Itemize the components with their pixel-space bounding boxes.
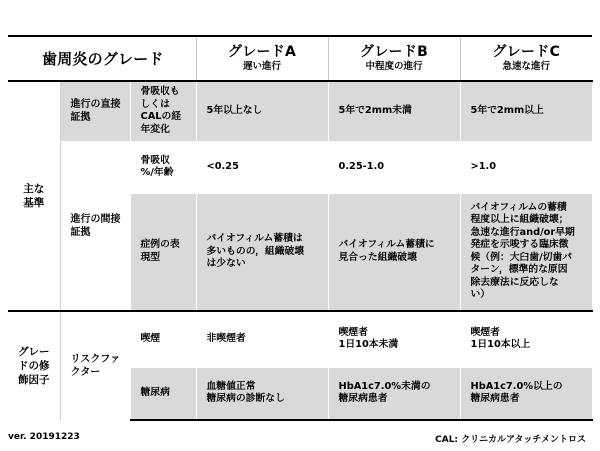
- table-row: [8, 311, 592, 367]
- diabetes-grade-a: 血糖値正常 糖尿病の診断なし: [196, 367, 328, 420]
- indirect-sub-phenotype: 症例の表 現型: [130, 193, 196, 311]
- indirect-evidence-label: 進行の間接 証拠: [60, 141, 130, 311]
- grade-b-name: グレードB: [359, 43, 429, 60]
- table-row: [8, 81, 592, 141]
- smoking-grade-c: 喫煙者 1日10本以上: [460, 311, 592, 367]
- direct-grade-b: 5年で2mm未満: [328, 81, 460, 141]
- smoking-grade-b: 喫煙者 1日10本未満: [328, 311, 460, 367]
- boneloss-grade-a: <0.25: [196, 141, 328, 193]
- risk-factor-label: リスクファ クター: [60, 311, 130, 420]
- phenotype-grade-c: バイオフィルムの蓄積 程度以上に組織破壊； 急速な進行and/or早期 発症を示唆する臨床徴 候（例：大臼歯/切歯パ ターン，標準的な原因 除去療法に反応しな い）: [460, 193, 592, 311]
- periodontitis-grade-table: [8, 35, 592, 419]
- phenotype-grade-a: バイオフィルム蓄積は 多いものの，組織破壊 は少ない: [196, 193, 328, 311]
- direct-evidence-sub: 骨吸収も しくは CALの経 年変化: [130, 81, 196, 141]
- grade-a-name: グレードA: [227, 43, 297, 60]
- table-title: 歯周炎のグレード: [8, 36, 196, 81]
- version-label: ver. 20191223: [8, 432, 80, 442]
- table-row: [8, 141, 592, 193]
- diabetes-grade-b: HbA1c7.0%未満の 糖尿病患者: [328, 367, 460, 420]
- direct-grade-c: 5年で2mm以上: [460, 81, 592, 141]
- grade-modifiers-label: グレー ドの修 飾因子: [8, 311, 60, 420]
- boneloss-grade-c: >1.0: [460, 141, 592, 193]
- grade-a-sub: 遅い進行: [243, 60, 282, 72]
- diabetes-label: 糖尿病: [130, 367, 196, 420]
- direct-evidence-label: 進行の直接 証拠: [60, 81, 130, 141]
- grade-b-sub: 中程度の進行: [365, 60, 423, 72]
- header-row: [8, 36, 592, 81]
- smoking-label: 喫煙: [130, 311, 196, 367]
- cal-note: CAL: クリニカルアタッチメントロス: [435, 435, 586, 445]
- grade-c-name: グレードC: [492, 43, 561, 60]
- phenotype-grade-b: バイオフィルム蓄積に 見合った組織破壊: [328, 193, 460, 311]
- diabetes-grade-c: HbA1c7.0%以上の 糖尿病患者: [460, 367, 592, 420]
- grade-c-header: [460, 36, 592, 81]
- grade-a-header: [196, 36, 328, 81]
- grade-b-header: [328, 36, 460, 81]
- main-criteria-label: 主な 基準: [8, 81, 60, 311]
- grade-c-sub: 急速な進行: [502, 60, 551, 72]
- smoking-grade-a: 非喫煙者: [196, 311, 328, 367]
- boneloss-grade-b: 0.25-1.0: [328, 141, 460, 193]
- direct-grade-a: 5年以上なし: [196, 81, 328, 141]
- indirect-sub-boneloss: 骨吸収 %/年齢: [130, 141, 196, 193]
